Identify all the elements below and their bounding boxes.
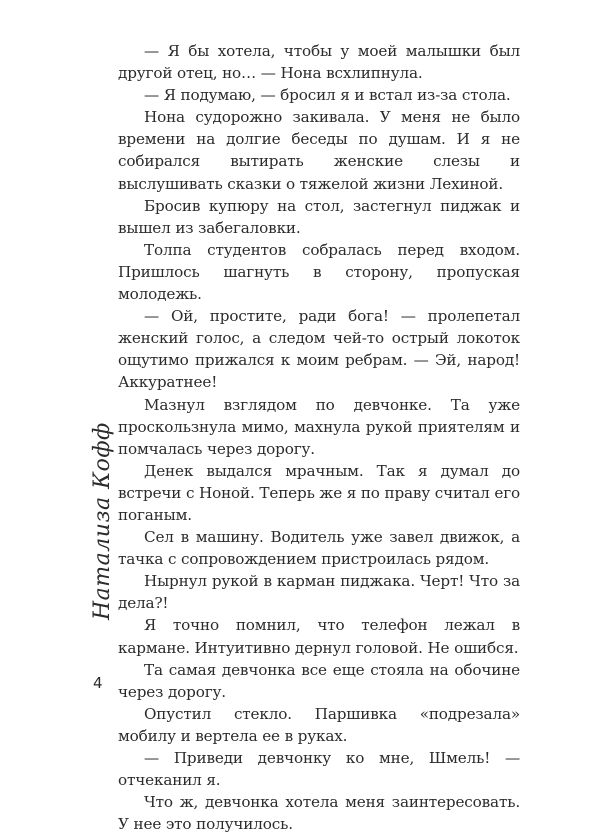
paragraph: Я точно помнил, что телефон лежал в кармане. Интуитивно дернул головой. Не ошибся. bbox=[118, 616, 520, 657]
paragraph: Нырнул рукой в карман пиджака. Черт! Что за дела?! bbox=[118, 572, 520, 613]
page-number: 4 bbox=[93, 674, 103, 692]
paragraph: Та самая девчонка все еще стояла на обочине через дорогу. bbox=[118, 660, 520, 701]
paragraph: Нона судорожно закивала. У меня не было времени на долгие беседы по душам. И я не собирался вытирать женские слезы и выслушивать сказки о тяжелой жизни Лехиной. bbox=[118, 108, 520, 193]
body-text bbox=[118, 40, 520, 835]
paragraph: Толпа студентов собралась перед входом. Пришлось шагнуть в сторону, пропуская молодежь. bbox=[118, 240, 520, 304]
paragraph: Сел в машину. Водитель уже завел движок, а тачка с сопровождением пристроилась рядом. bbox=[118, 528, 520, 569]
paragraph: Опустил стекло. Паршивка «подрезала» мобилу и вертела ее в руках. bbox=[118, 704, 520, 745]
paragraph: Что ж, девчонка хотела меня заинтересовать. У нее это получилось. bbox=[118, 793, 520, 834]
paragraph: — Приведи девчонку ко мне, Шмель! — отчеканил я. bbox=[118, 749, 520, 790]
paragraph: — Я подумаю, — бросил я и встал из-за стола. bbox=[144, 86, 511, 105]
author-name-vertical: Натализа Кофф bbox=[90, 422, 115, 620]
paragraph: Мазнул взглядом по девчонке. Та уже проскользнула мимо, махнула рукой приятелям и помчалась через дорогу. bbox=[118, 395, 520, 458]
paragraph: — Я бы хотела, чтобы у моей малышки был другой отец, но… — Нона всхлипнула. bbox=[118, 42, 520, 83]
paragraph: Бросив купюру на стол, застегнул пиджак и вышел из забегаловки. bbox=[118, 196, 520, 237]
paragraph: — Ой, простите, ради бога! — пролепетал женский голос, а следом чей-то острый локоток ощутимо прижался к моим ребрам. — Эй, народ! Аккуратнее! bbox=[118, 307, 520, 392]
paragraph: Денек выдался мрачным. Так я думал до встречи с Ноной. Теперь же я по праву считал его поганым. bbox=[118, 461, 520, 524]
